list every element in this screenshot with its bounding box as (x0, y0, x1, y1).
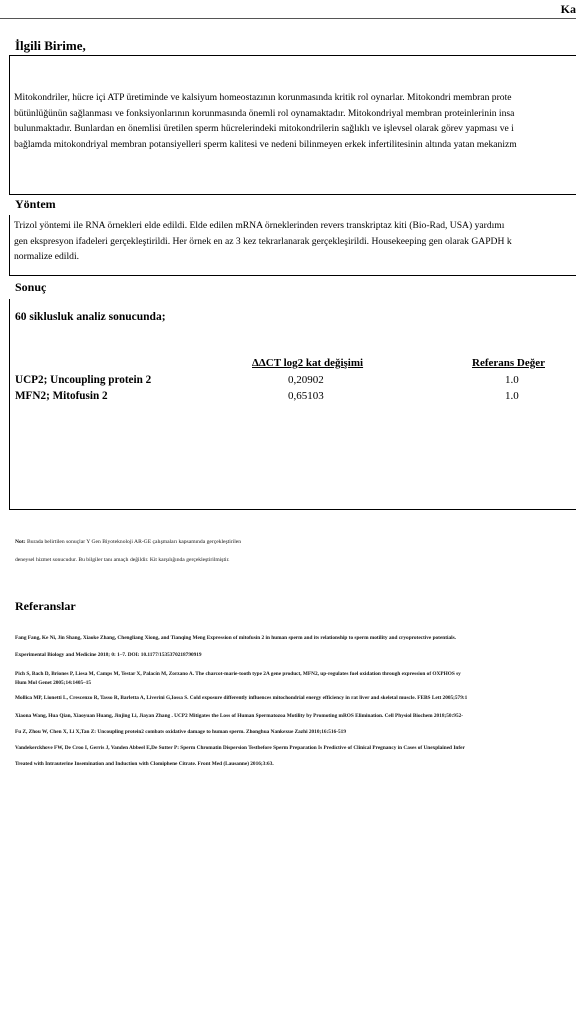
fold-change-mfn2: 0,65103 (288, 390, 324, 402)
method-title: Yöntem (15, 197, 56, 211)
intro-line: bağlamda mitokondriyal membran potansiyelleri sperm kalitesi ve nedeni bilinmeyen erkek infertilitesinin altında yatan mekanizm (14, 138, 517, 150)
header-cut-text: Ka (560, 2, 576, 16)
reference-line: Pich S, Bach D, Briones P, Liesa M, Camps M, Testar X, Palacín M, Zorzano A. The charcot-marie-tooth type 2A gene product, MFN2, up-regulates fuel oxidation through expression of OXPHOS sy (15, 671, 461, 677)
results-title: Sonuç (15, 280, 47, 294)
results-subtitle: 60 siklusluk analiz sonucunda; (15, 311, 166, 323)
intro-line: Mitokondriler, hücre içi ATP üretiminde ve kalsiyum homeostazının korunmasında kritik rol oynarlar. Mitokondri membran prote (14, 92, 512, 103)
reference-line: Fu Z, Zhou W, Chen X, Li X,Tan Z: Uncoupling protein2 combats oxidative damage to human sperm. Zhonghua Nankexue Zazhi 2010;16:516-519 (15, 729, 346, 735)
fold-change-ucp2: 0,20902 (288, 374, 324, 386)
gene-name-ucp2: UCP2; Uncoupling protein 2 (15, 374, 152, 386)
reference-value-ucp2: 1.0 (505, 374, 519, 386)
reference-line: Treated with Intrauterine Insemination and Induction with Clomiphene Citrate. Front Med (Lausanne) 2016;3:63. (15, 761, 274, 767)
column-header-reference: Referans Değer (472, 357, 545, 369)
method-line: normalize edildi. (14, 251, 80, 262)
reference-value-mfn2: 1.0 (505, 390, 519, 402)
reference-line: Xiaona Wang, Hua Qian, Xiaoyuan Huang, Jinjing Li, Jiayan Zhang . UCP2 Mitigates the Loss of Human Spermatozoa Motility by Promoting mROS Elimination. Cell Physiol Biochem 2018;50:952- (15, 713, 464, 719)
note-line-2: deneysel hizmet sonucudur. Bu bilgiler tanı amaçlı değildir. Kit karşılığında gerçekleştirilmiştir. (15, 557, 230, 563)
note-label: Not: (15, 539, 26, 545)
intro-paragraph (14, 90, 517, 152)
references-title: Referanslar (15, 599, 76, 613)
results-box (9, 299, 576, 510)
note-line-1 (15, 539, 241, 545)
method-line: Trizol yöntemi ile RNA örnekleri elde edildi. Elde edilen mRNA örneklerinden revers transkriptaz kiti (Bio-Rad, USA) yardımı (14, 220, 505, 231)
salutation: İlgili Birime, (15, 38, 86, 53)
intro-box (9, 55, 576, 195)
column-header-change: ΔΔCT log2 kat değişimi (252, 357, 364, 369)
reference-line: Fang Fang, Ke Ni, Jin Shang, Xiaoke Zhang, Chengliang Xiong, and Tianqing Meng Expression of mitofusin 2 in human sperm and its relationship to sperm motility and cryoprotective potentials. (15, 635, 456, 641)
reference-line: Mollica MP, Lionetti L, Crescenzo R, Tasso R, Barletta A, Liverini G,Iossa S. Cold exposure differently influences mitochondrial energy efficiency in rat liver and skeletal muscle. FEBS Lett 2005;579:1 (15, 695, 468, 701)
gene-name-mfn2: MFN2; Mitofusin 2 (15, 390, 108, 402)
note-text: Burada belirtilen sonuçlar Y Gen Biyoteknoloji AR-GE çalışmaları kapsamında gerçekleştirilen (25, 539, 242, 545)
reference-line: Experimental Biology and Medicine 2018; 0: 1–7. DOI: 10.1177/1535370218790919 (15, 652, 202, 658)
top-divider (0, 18, 576, 19)
reference-line: Hum Mol Genet 2005;14:1405–15 (15, 680, 92, 686)
intro-line: bütünlüğünün sağlanması ve fonksiyonlarının korunmasında önemli rol oynamaktadır. Mitokondriyal membran proteinlerinin insa (14, 107, 515, 119)
intro-line: bulunmaktadır. Bunlardan en önemlisi üretilen sperm hücrelerindeki mitokondrilerin sağlıklı ve işlevsel olarak görev yapması ve i (14, 123, 514, 134)
method-box (9, 215, 576, 276)
method-line: gen ekspresyon ifadeleri gerçekleştirildi. Her örnek en az 3 kez tekrarlanarak gerçekleşirildi. Housekeeping gen olarak GAPDH k (14, 235, 512, 247)
reference-line: Vandekerckhove FW, De Croo I, Gerris J, Vanden Abbeel E,De Sutter P: Sperm Chromatin Dispersion Testbefore Sperm Preparation Is Predictive of Clinical Pregnancy in Cases of Unexplained Infer (15, 745, 465, 751)
method-paragraph (14, 218, 512, 265)
